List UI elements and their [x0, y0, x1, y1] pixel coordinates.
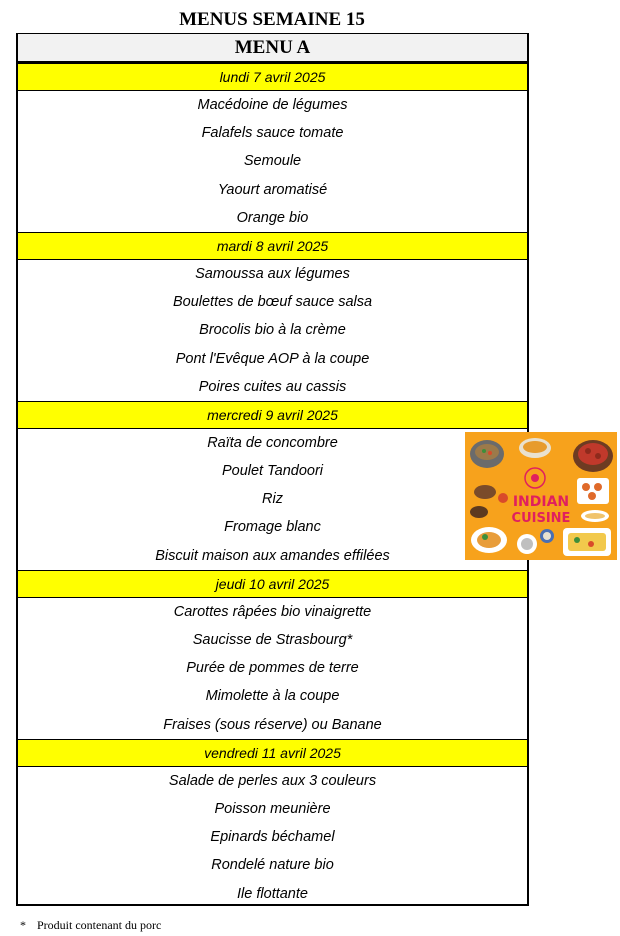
dish-item: Orange bio: [236, 209, 309, 226]
dish-item: Yaourt aromatisé: [217, 181, 328, 198]
dish-item: Falafels sauce tomate: [201, 125, 344, 142]
menu-label: MENU A: [18, 34, 527, 63]
dish-list: [18, 767, 527, 908]
dish-item: Semoule: [243, 153, 302, 170]
dish-item: Rondelé nature bio: [211, 857, 334, 874]
dish-item: Brocolis bio à la crème: [199, 322, 346, 339]
dish-list: [18, 598, 527, 739]
day-friday: [18, 739, 527, 908]
footnote-mark: *: [20, 918, 26, 932]
day-header: mardi 8 avril 2025: [18, 232, 527, 260]
illustration-text-1: INDIAN: [512, 494, 570, 510]
footnote-text: Produit contenant du porc: [37, 918, 162, 932]
dish-item: Saucisse de Strasbourg*: [192, 632, 353, 648]
dish-item: Epinards béchamel: [210, 829, 335, 846]
dish-item: Biscuit maison aux amandes effilées: [155, 547, 390, 564]
dish-item: Fromage blanc: [224, 519, 321, 536]
day-thursday: [18, 570, 527, 739]
dish-item: Poulet Tandoori: [221, 463, 324, 480]
dish-item: Ile flottante: [237, 885, 308, 902]
dish-list: [18, 260, 527, 401]
page-title: MENUS SEMAINE 15: [179, 9, 365, 30]
footnote: [20, 917, 161, 933]
dish-item: Purée de pommes de terre: [186, 660, 359, 677]
dish-item: Raïta de concombre: [207, 434, 338, 451]
dish-item: Poisson meunière: [214, 800, 331, 817]
dish-list: [18, 91, 527, 232]
day-monday: [18, 63, 527, 232]
day-header: lundi 7 avril 2025: [18, 63, 527, 91]
dish-item: Poires cuites au cassis: [198, 378, 347, 395]
dish-item: Salade de perles aux 3 couleurs: [168, 772, 377, 789]
day-header: mercredi 9 avril 2025: [18, 401, 527, 429]
dish-item: Pont l'Evêque AOP à la coupe: [175, 350, 370, 367]
indian-cuisine-graphic: [465, 432, 617, 560]
day-tuesday: [18, 232, 527, 401]
dish-item: Samoussa aux légumes: [195, 265, 350, 282]
illustration-text-2: CUISINE: [511, 511, 571, 526]
dish-item: Carottes râpées bio vinaigrette: [173, 603, 372, 620]
dish-item: Boulettes de bœuf sauce salsa: [172, 294, 373, 311]
day-wednesday: [18, 401, 527, 570]
dish-item: Fraises (sous réserve) ou Banane: [163, 716, 382, 733]
dish-item: Riz: [262, 491, 283, 508]
day-header: jeudi 10 avril 2025: [18, 570, 527, 598]
menu-table: [16, 33, 529, 906]
indian-cuisine-illustration: [465, 432, 617, 560]
dish-list: [18, 429, 527, 570]
day-header: vendredi 11 avril 2025: [18, 739, 527, 767]
dish-item: Macédoine de légumes: [197, 97, 348, 113]
dish-item: Mimolette à la coupe: [205, 688, 340, 705]
